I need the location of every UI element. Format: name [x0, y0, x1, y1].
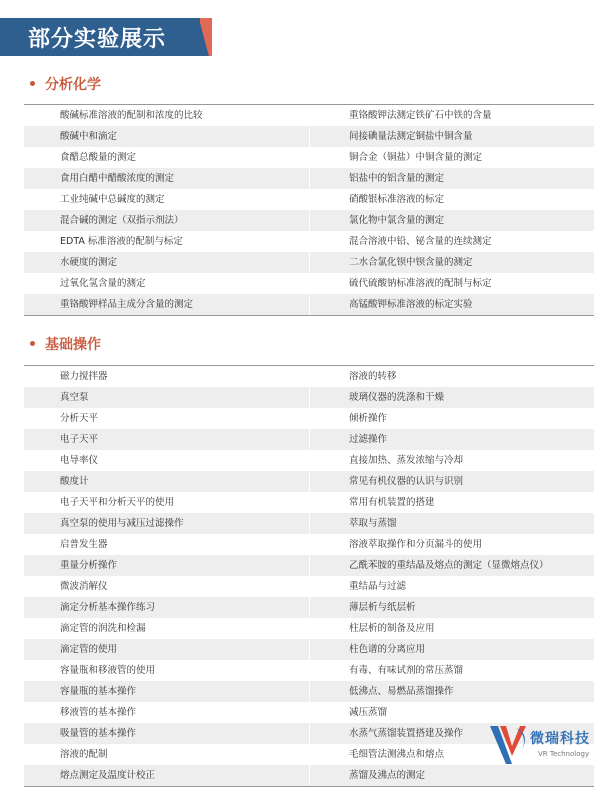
company-logo — [486, 716, 598, 774]
experiment-left-cell: 滴定分析基本操作练习 — [60, 602, 156, 613]
experiment-left-cell: 启普发生器 — [60, 539, 108, 550]
experiment-left-cell: 酸碱中和滴定 — [60, 131, 118, 142]
experiment-right-cell: 重结晶与过滤 — [349, 581, 407, 592]
experiment-left-cell: 容量瓶的基本操作 — [60, 686, 137, 697]
experiment-right-cell: 毛细管法测沸点和熔点 — [349, 749, 445, 760]
experiment-left-cell: 重铬酸钾样品主成分含量的测定 — [60, 299, 194, 310]
experiment-left-cell: 重量分析操作 — [60, 560, 118, 571]
experiment-right-cell: 二水合氯化钡中钡含量的测定 — [349, 257, 473, 268]
experiment-right-cell: 直接加热、蒸发浓缩与冷却 — [349, 455, 464, 466]
experiment-right-cell: 薄层析与纸层析 — [349, 602, 416, 613]
experiment-right-cell: 间接碘量法测定铜盐中铜含量 — [349, 131, 473, 142]
experiment-left-cell: 滴定管的润洗和检漏 — [60, 623, 146, 634]
experiment-left-cell: 微波消解仪 — [60, 581, 108, 592]
experiment-left-cell: 酸碱标准溶液的配制和浓度的比较 — [60, 110, 203, 121]
experiment-right-cell: 混合溶液中铅、铋含量的连续测定 — [349, 236, 492, 247]
experiment-left-cell: 滴定管的使用 — [60, 644, 118, 655]
column-divider — [309, 105, 310, 315]
experiment-left-cell: 混合碱的测定（双指示剂法） — [60, 215, 184, 226]
experiment-left-cell: 溶液的配制 — [60, 749, 108, 760]
experiment-left-cell: 熔点测定及温度计校正 — [60, 770, 156, 781]
experiment-right-cell: 有毒、有味试剂的常压蒸馏 — [349, 665, 464, 676]
experiment-left-cell: 电子天平 — [60, 434, 99, 445]
logo-text-cn: 微瑞科技 — [530, 731, 590, 747]
experiment-right-cell: 柱层析的制备及应用 — [349, 623, 435, 634]
experiment-left-cell: 食用白醋中醋酸浓度的测定 — [60, 173, 175, 184]
experiment-left-cell: 吸量管的基本操作 — [60, 728, 137, 739]
logo-text-en: VR Technology — [538, 750, 590, 758]
experiment-left-cell: 磁力搅拌器 — [60, 371, 108, 382]
experiment-right-cell: 蒸馏及沸点的测定 — [349, 770, 426, 781]
experiment-right-cell: 常用有机装置的搭建 — [349, 497, 435, 508]
experiment-left-cell: 真空泵的使用与减压过滤操作 — [60, 518, 184, 529]
experiment-right-cell: 常见有机仪器的认识与识别 — [349, 476, 464, 487]
experiment-right-cell: 溶液萃取操作和分页漏斗的使用 — [349, 539, 483, 550]
experiment-right-cell: 铜合金（铜盐）中铜含量的测定 — [349, 152, 483, 163]
experiment-right-cell: 低沸点、易燃品蒸馏操作 — [349, 686, 454, 697]
experiment-right-cell: 水蒸气蒸馏装置搭建及操作 — [349, 728, 464, 739]
experiment-right-cell: 溶液的转移 — [349, 371, 397, 382]
experiment-right-cell: 硫代硫酸钠标准溶液的配制与标定 — [349, 278, 492, 289]
experiment-right-cell: 倾析操作 — [349, 413, 388, 424]
section-title-text: 基础操作 — [45, 337, 101, 353]
experiment-left-cell: 工业纯碱中总碱度的测定 — [60, 194, 165, 205]
section-title-text: 分析化学 — [45, 77, 101, 93]
experiment-right-cell: 硝酸银标准溶液的标定 — [349, 194, 445, 205]
experiment-left-cell: 容量瓶和移液管的使用 — [60, 665, 156, 676]
experiment-right-cell: 氯化物中氯含量的测定 — [349, 215, 445, 226]
experiment-left-cell: 酸度计 — [60, 476, 89, 487]
experiment-left-cell: 移液管的基本操作 — [60, 707, 137, 718]
experiment-left-cell: 水硬度的测定 — [60, 257, 118, 268]
experiment-right-cell: 过滤操作 — [349, 434, 388, 445]
page-banner — [0, 18, 225, 56]
page-title: 部分实验展示 — [28, 27, 167, 52]
experiment-right-cell: 乙酰苯胺的重结晶及熔点的测定（显微熔点仪） — [349, 560, 549, 571]
section-title-analytical — [30, 74, 101, 94]
experiment-left-cell: 电子天平和分析天平的使用 — [60, 497, 175, 508]
experiment-left-cell: 真空泵 — [60, 392, 89, 403]
experiment-right-cell: 高锰酸钾标准溶液的标定实验 — [349, 299, 473, 310]
experiment-left-cell: EDTA 标准溶液的配制与标定 — [60, 236, 183, 247]
analytical-chemistry-table — [24, 104, 594, 316]
experiment-left-cell: 电导率仪 — [60, 455, 99, 466]
logo-mark-icon — [486, 720, 532, 772]
bullet-icon — [30, 81, 35, 86]
column-divider — [309, 366, 310, 786]
banner-accent-stripe — [200, 18, 212, 56]
experiment-left-cell: 分析天平 — [60, 413, 99, 424]
experiment-right-cell: 重铬酸钾法测定铁矿石中铁的含量 — [349, 110, 492, 121]
bullet-icon — [30, 341, 35, 346]
section-title-basic-ops — [30, 334, 101, 354]
experiment-right-cell: 萃取与蒸馏 — [349, 518, 397, 529]
experiment-right-cell: 铝盐中的铝含量的测定 — [349, 173, 445, 184]
experiment-left-cell: 食醋总酸量的测定 — [60, 152, 137, 163]
experiment-right-cell: 柱色谱的分离应用 — [349, 644, 426, 655]
experiment-left-cell: 过氧化氢含量的测定 — [60, 278, 146, 289]
experiment-right-cell: 减压蒸馏 — [349, 707, 388, 718]
experiment-right-cell: 玻璃仪器的洗涤和干燥 — [349, 392, 445, 403]
